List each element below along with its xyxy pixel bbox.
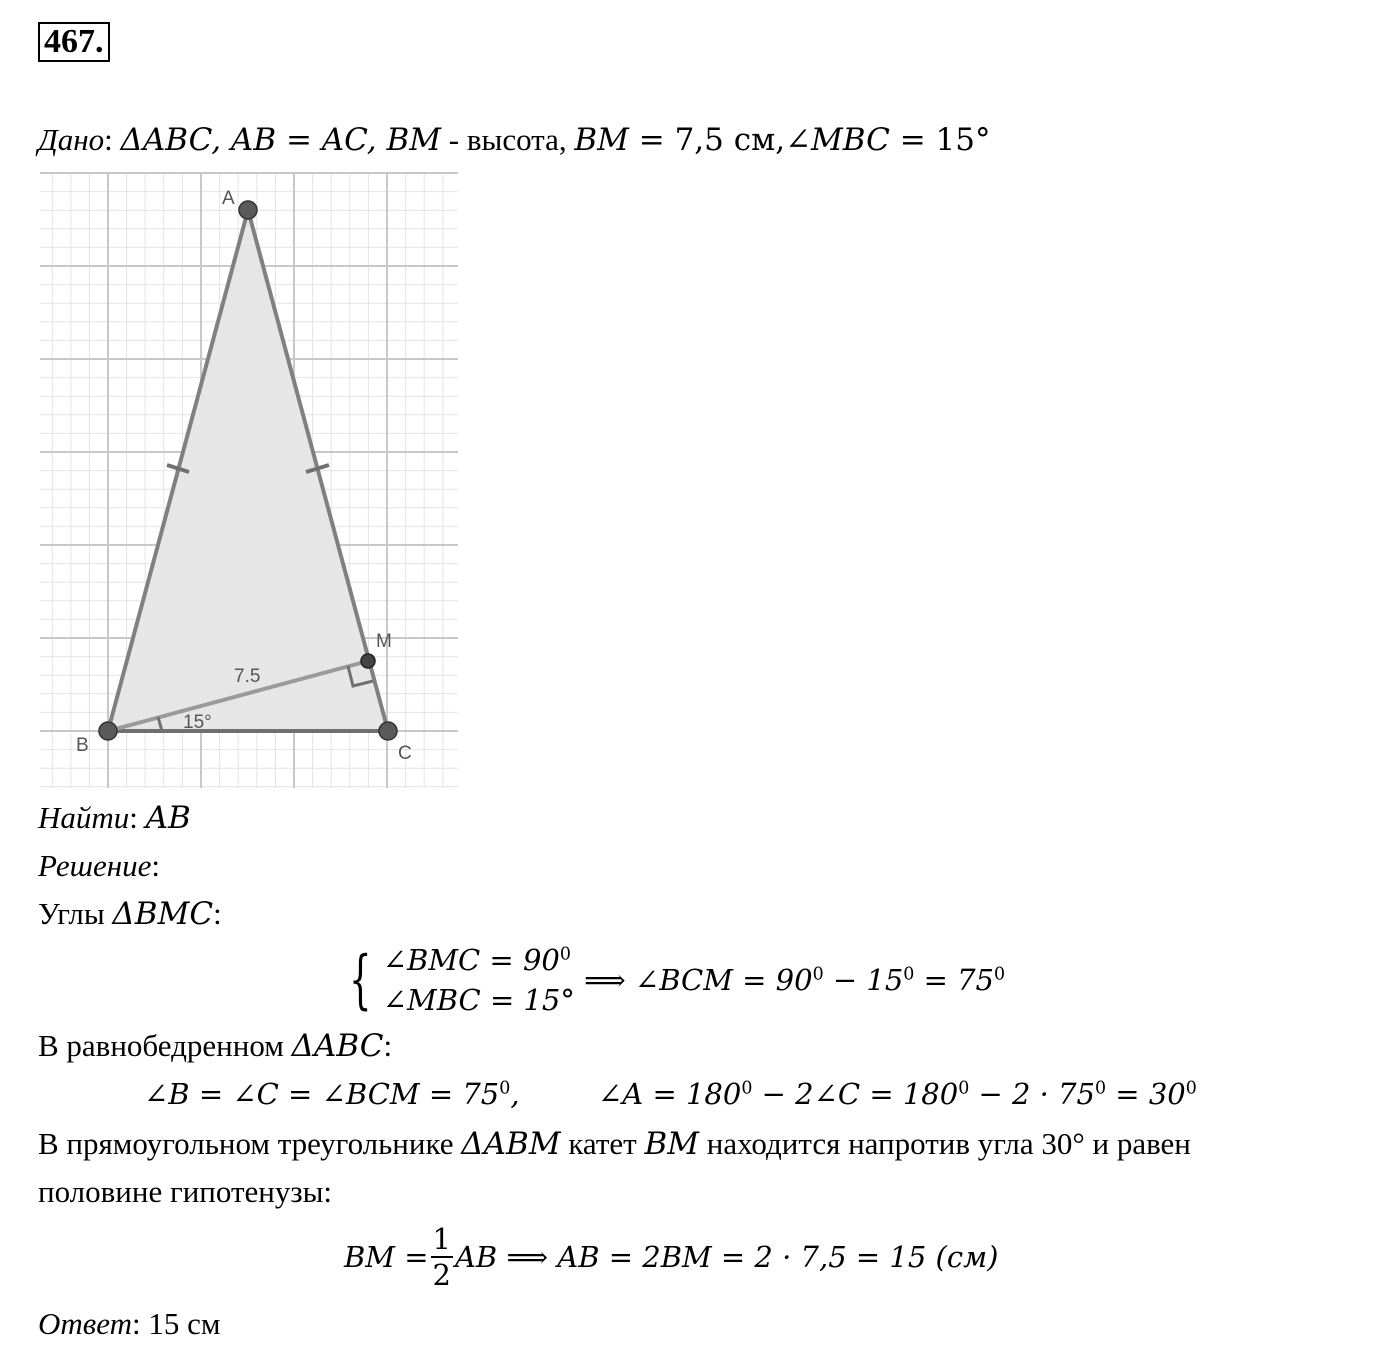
solution-label: Решение [38,848,152,883]
isosceles-line [38,1028,392,1064]
given-math-1: ΔABC, AB = AC, BM [120,122,442,158]
given-line [38,122,991,158]
angles-bmc-math: ΔBMC [112,896,214,932]
solution-sep: : [151,848,160,883]
point-a [239,201,257,219]
isosceles-text: В равнобедренном [38,1028,292,1063]
point-c [379,722,397,740]
given-sep: : [104,122,121,157]
answer-value: 15 см [148,1306,221,1341]
given-math-2: BM = [574,122,675,158]
system-row-1: ∠BMC = $90^0$ [382,943,571,977]
right-triangle-line-1: В прямоугольном треугольнике ΔABM катет BM находится напротив угла 30° и равен [38,1126,1191,1162]
given-angle-value: 15° [935,122,991,158]
problem-number: 467. [38,22,110,62]
isosceles-end: : [383,1028,393,1063]
system-block [340,940,1005,1020]
label-b: B [76,735,89,756]
isosceles-math: ΔABC [291,1028,384,1064]
angles-bmc-line [38,896,222,932]
answer-label: Ответ [38,1306,132,1341]
answer-sep: : [131,1306,149,1341]
right-triangle-line-2: половине гипотенузы: [38,1174,333,1209]
find-sep: : [129,800,146,835]
system-row-2: ∠MBC = 15° [382,983,575,1017]
system-result: ⟹ ∠BCM = $90^0 - 15^0 = 75^0$ [584,963,1006,997]
equation-system [340,940,575,1020]
given-text-height: - высота, [441,122,575,157]
angles-bmc-text: Углы [38,896,113,931]
find-value: AB [145,800,191,836]
find-line [38,800,191,836]
brace-icon: { [349,943,372,1017]
solution-line [38,848,160,884]
fraction-one-half: $\frac{1}{2}$ [432,1222,451,1292]
label-a: A [222,188,235,209]
angles-bmc-end: : [213,896,222,931]
triangle-figure [40,172,460,792]
label-c: C [398,743,412,764]
find-label: Найти [38,800,130,835]
angles-equation-right: ∠A = $180^0$ − 2∠C = $180^0 - 2 \cdot 75^0 = 30^0$ [598,1077,1197,1111]
point-m [361,654,375,668]
answer-line [38,1306,220,1342]
point-b [99,722,117,740]
final-formula: BM = $\frac{1}{2}$ AB ⟹ AB = 2BM = 2 · 7,5 = 15 (см) [344,1222,999,1292]
label-bm-length: 7.5 [234,666,261,687]
given-math-3: ∠MBC = [785,122,936,158]
label-m: M [376,631,392,652]
label-angle-15: 15° [183,712,212,733]
angles-equation-left: ∠B = ∠C = ∠BCM = $75^0$, [144,1077,520,1111]
given-label: Дано [38,122,105,157]
given-bm-value: 7,5 см, [674,122,786,158]
